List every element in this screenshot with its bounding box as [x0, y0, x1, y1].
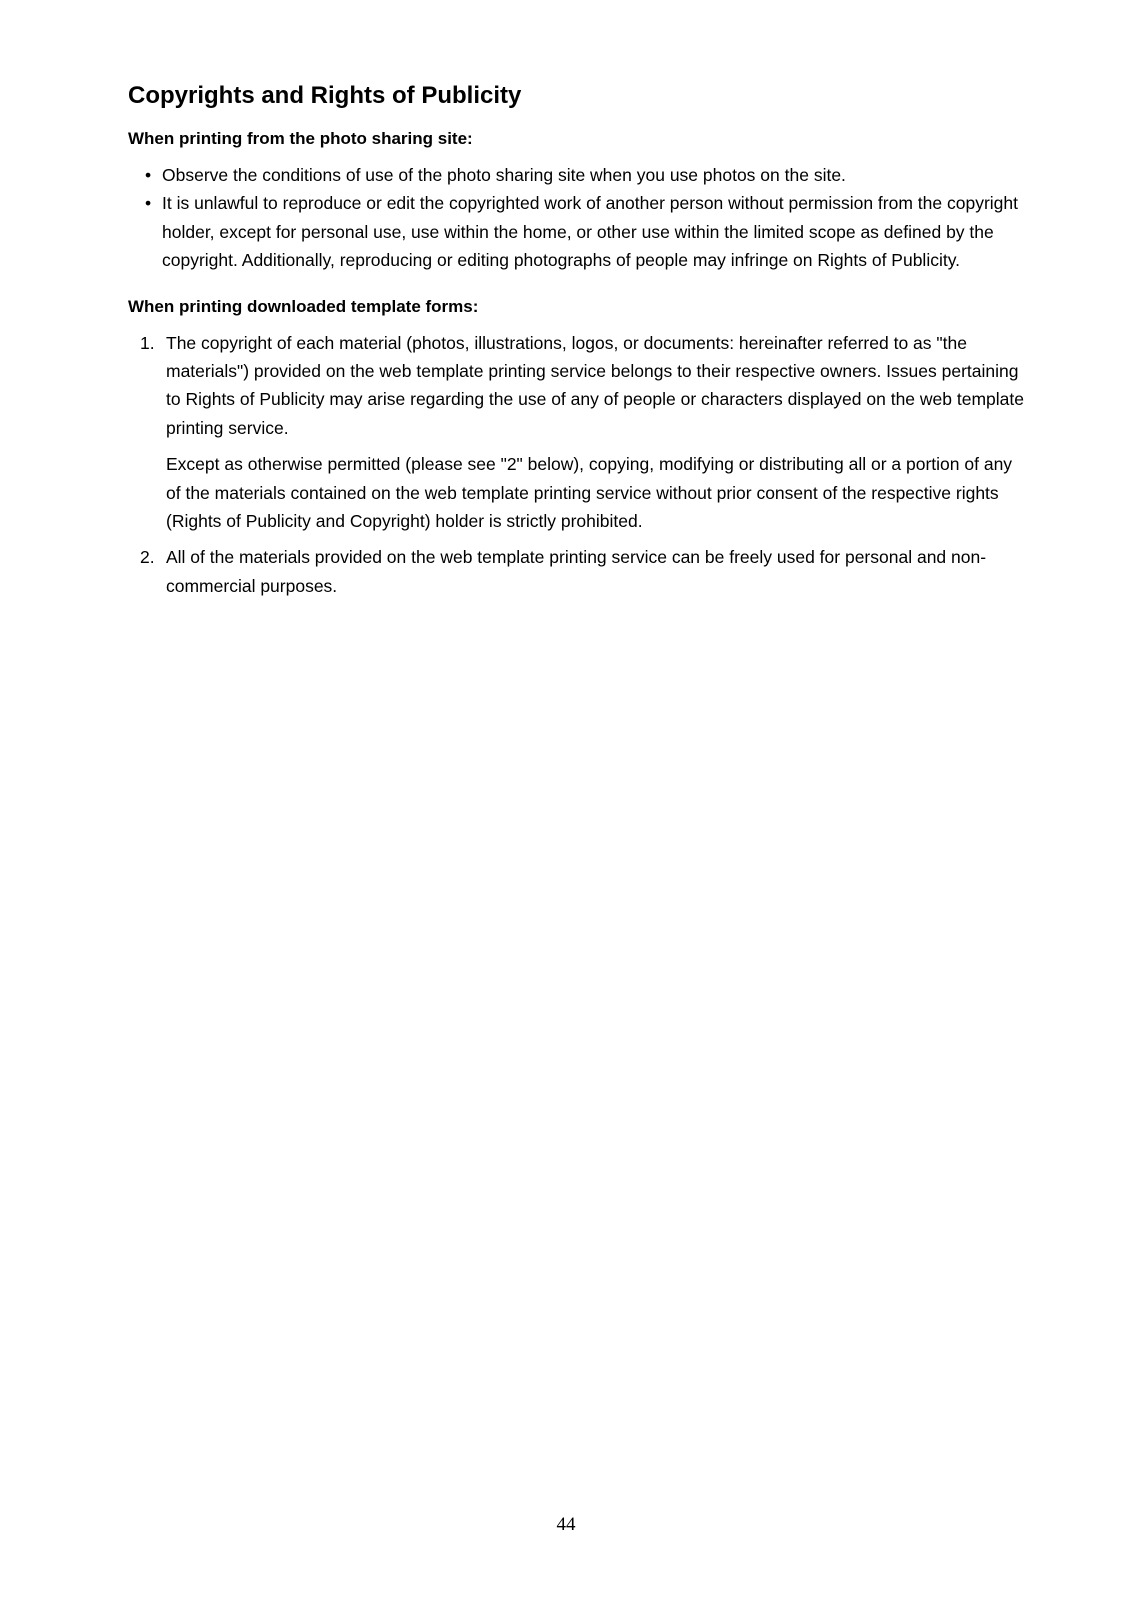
list-item-number: 1.: [140, 332, 155, 353]
list-item-text: All of the materials provided on the web template printing service can be freely used for personal and non-commercial purposes.: [166, 547, 987, 596]
list-item: [145, 189, 1028, 274]
list-item-text: It is unlawful to reproduce or edit the copyrighted work of another person without permission from the copyright holder, except for personal use, use within the home, or other use within the limited scope as defined by the copyright. Additionally, reproducing or editing photographs of people may infringe on Rights of Publicity.: [162, 193, 1018, 271]
list-item: [145, 161, 1028, 189]
list-item: [140, 543, 1028, 600]
list-item-subtext: Except as otherwise permitted (please see "2" below), copying, modifying or distributing all or a portion of any of the materials contained on the web template printing service without prior consent of the respective rights (Rights of Publicity and Copyright) holder is strictly prohibited.: [166, 454, 1013, 532]
list-item-text: The copyright of each material (photos, illustrations, logos, or documents: hereinafter referred to as "the materials") provided on the web template printing service belongs to their respective owners. Issues pertaining to Rights of Publicity may arise regarding the use of any of people or characters displayed on the web template printing service.: [166, 332, 1024, 438]
template-forms-list: [128, 329, 1028, 601]
section-heading-template-forms: When printing downloaded template forms:: [128, 296, 479, 316]
page-number: 44: [556, 1514, 576, 1535]
document-content: [128, 79, 1028, 608]
list-item-text: Observe the conditions of use of the photo sharing site when you use photos on the site.: [162, 165, 846, 185]
page-title: Copyrights and Rights of Publicity: [128, 82, 522, 109]
list-item: [140, 329, 1028, 536]
bullet-icon: •: [145, 193, 152, 214]
list-item-number: 2.: [140, 547, 155, 568]
bullet-icon: •: [145, 165, 152, 185]
photo-sharing-list: [128, 161, 1028, 275]
section-heading-photo-sharing: When printing from the photo sharing site:: [128, 129, 473, 148]
